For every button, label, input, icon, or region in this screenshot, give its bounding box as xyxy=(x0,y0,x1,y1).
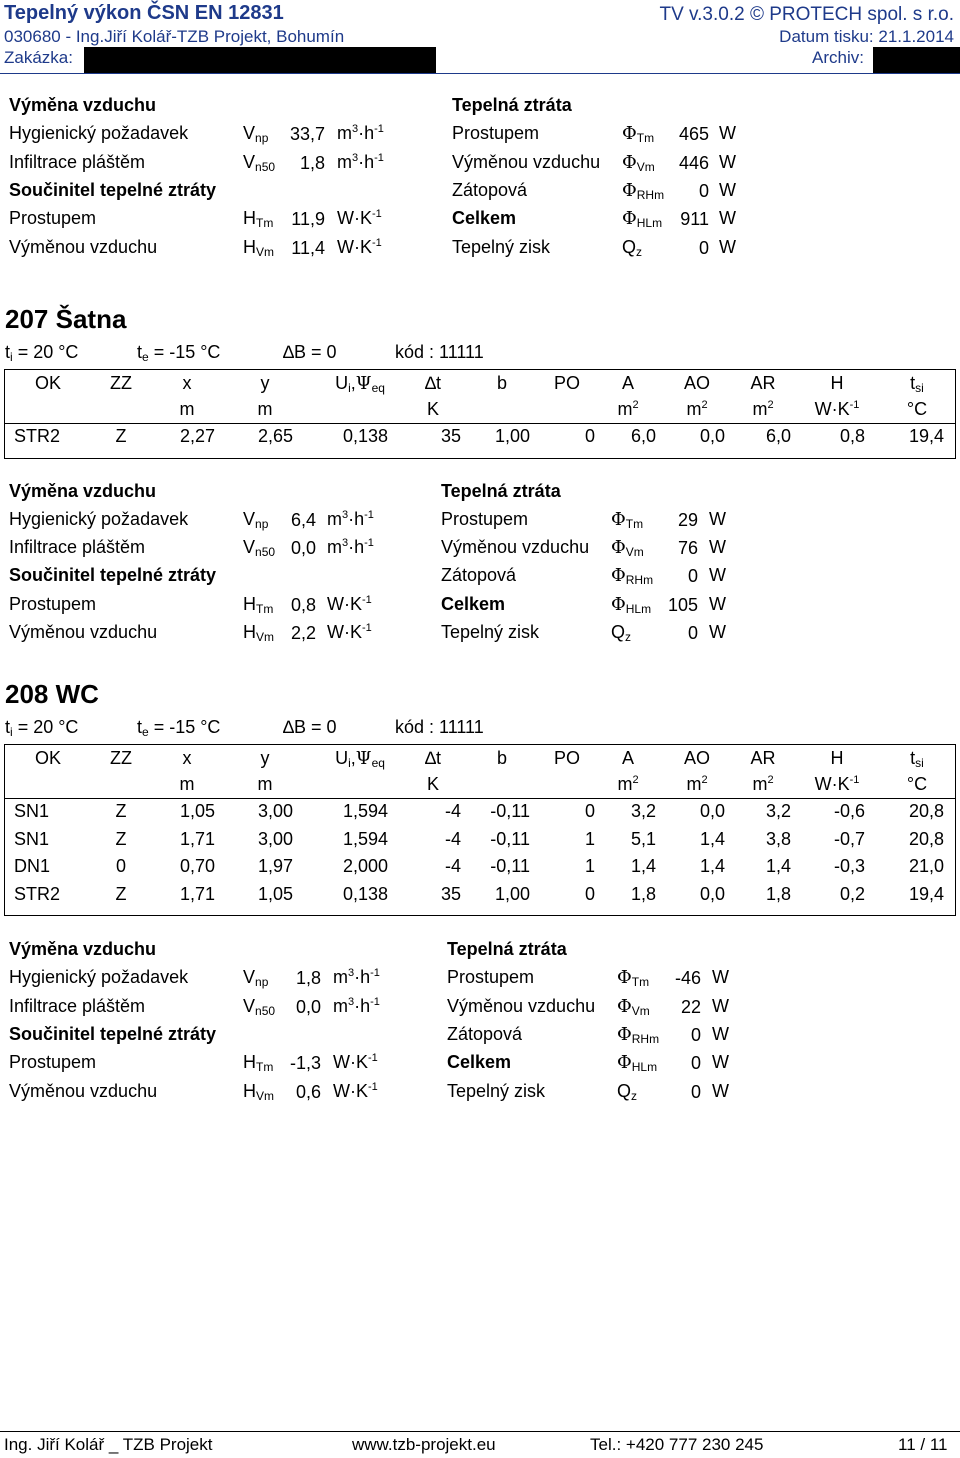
room208-col-11: H xyxy=(830,748,844,768)
hyg-value: 1,8 xyxy=(295,968,321,989)
room208-col-4: $U_i,\Psi_{eq}$ xyxy=(335,748,385,770)
htm-value: 0,8 xyxy=(290,594,316,615)
room207-row-0-cell-6: 1,00 xyxy=(494,426,530,446)
room208-col-10: AR xyxy=(750,748,776,768)
room207-unit-2: m xyxy=(179,399,195,419)
archiv-redacted xyxy=(873,47,960,73)
room208-table-top xyxy=(4,744,956,745)
qz-unit-w: W xyxy=(709,622,726,642)
vymena-heading: Výměna vzduchu xyxy=(9,480,157,501)
room208-row-3-cell-1: Z xyxy=(115,883,127,904)
qz-symbol: $Q_z$ xyxy=(611,622,632,644)
htm-symbol: $H_{Tm}$ xyxy=(243,1052,274,1075)
company-line: 030680 - Ing.Jiří Kolář-TZB Projekt, Bohumín xyxy=(4,27,345,46)
room207-te: $t_e = -15$ °C xyxy=(137,342,221,364)
phi-vm-unit-w: W xyxy=(719,151,736,172)
room207-col-11: H xyxy=(830,373,844,393)
qz-symbol: $Q_z$ xyxy=(617,1080,638,1103)
room208-row-2-cell-1: 0 xyxy=(115,856,126,876)
room208-row-0-cell-12: 20,8 xyxy=(908,801,944,821)
hyg-label: Hygienický požadavek xyxy=(9,123,189,144)
room207-col-7: PO xyxy=(553,373,580,393)
phi-tm-symbol: $\Phi_{Tm}$ xyxy=(611,508,644,531)
phi-hlm-unit-w: W xyxy=(712,1052,729,1073)
ztrata-heading: Tepelná ztráta xyxy=(447,939,567,959)
htm-label: Prostupem xyxy=(9,208,97,229)
room207-col-3: y xyxy=(260,373,270,393)
room207-title: 207 Šatna xyxy=(5,304,127,334)
hvm-symbol: $H_{Vm}$ xyxy=(243,622,274,644)
qz-symbol: $Q_z$ xyxy=(622,236,643,259)
room207-table-top xyxy=(4,369,956,370)
qz-value: 0 xyxy=(687,623,698,643)
room208-row-1-cell-6: -0,11 xyxy=(490,828,530,849)
phi-tm-symbol: $\Phi_{Tm}$ xyxy=(617,967,650,990)
room208-row-1-cell-12: 20,8 xyxy=(908,828,944,849)
phi-rhm-value: 0 xyxy=(698,180,709,201)
room208-table-bottom xyxy=(4,915,956,916)
room208-row-1-cell-2: 1,71 xyxy=(179,828,215,849)
room208-row-1-cell-4: 1,594 xyxy=(342,828,388,849)
htm-label: Prostupem xyxy=(9,1052,97,1073)
ztrata-heading: Tepelná ztráta xyxy=(452,95,572,115)
infil-value: 0,0 xyxy=(290,538,316,559)
room208-row-1-cell-8: 5,1 xyxy=(630,828,656,849)
phi-tm-unit-w: W xyxy=(712,967,729,988)
infil-symbol: $V_{n50}$ xyxy=(243,995,276,1018)
room208-row-1-cell-3: 3,00 xyxy=(257,828,293,849)
report-title: Tepelný výkon ČSN EN 12831 xyxy=(4,2,284,24)
phi-vm-unit-w: W xyxy=(712,995,729,1016)
phi-tm-label: Prostupem xyxy=(452,123,540,144)
room207-col-1: ZZ xyxy=(110,373,132,393)
infil-unit: $m^3\cdot h^{-1}$ xyxy=(333,995,380,1016)
room208-row-1-cell-9: 1,4 xyxy=(699,828,725,849)
hvm-label: Výměnou vzduchu xyxy=(9,622,158,642)
phi-rhm-value: 0 xyxy=(690,1024,701,1045)
footer-tel: Tel.: +420 777 230 245 xyxy=(590,1435,764,1454)
ztrata-heading: Tepelná ztráta xyxy=(441,480,561,501)
room208-row-0-cell-9: 0,0 xyxy=(699,801,725,821)
room208-row-0-cell-6: -0,11 xyxy=(490,801,530,821)
room208-unit-8: $m^2$ xyxy=(617,774,639,794)
software-version: TV v.3.0.2 © PROTECH spol. s r.o. xyxy=(659,4,954,25)
room208-table-left xyxy=(4,744,5,915)
room208-col-7: PO xyxy=(553,748,580,768)
room207-col-4: $U_i,\Psi_{eq}$ xyxy=(335,373,385,395)
phi-hlm-label: Celkem xyxy=(447,1052,512,1073)
room207-unit-9: $m^2$ xyxy=(686,399,708,419)
infil-label: Infiltrace pláštěm xyxy=(9,151,146,172)
infil-symbol: $V_{n50}$ xyxy=(243,537,276,560)
room208-row-3-cell-6: 1,00 xyxy=(494,883,530,904)
infil-value: 1,8 xyxy=(299,152,325,173)
room207-row-0-cell-4: 0,138 xyxy=(342,426,388,446)
qz-unit-w: W xyxy=(719,236,736,257)
room207-row-0-cell-0: STR2 xyxy=(14,426,61,446)
room208-row-0-cell-7: 0 xyxy=(584,801,595,821)
room208-col-5: ∆t xyxy=(424,748,441,768)
room207-row-0-cell-11: 0,8 xyxy=(839,426,865,446)
phi-rhm-symbol: $\Phi_{RHm}$ xyxy=(617,1023,660,1046)
room207-row-0-cell-9: 0,0 xyxy=(699,426,725,446)
hyg-unit: $m^3\cdot h^{-1}$ xyxy=(327,508,374,529)
room207-row-0-cell-10: 6,0 xyxy=(765,426,791,446)
zakazka-redacted xyxy=(84,47,436,73)
qz-label: Tepelný zisk xyxy=(441,622,540,642)
infil-symbol: $V_{n50}$ xyxy=(243,151,276,174)
room208-row-3-cell-7: 0 xyxy=(584,883,595,904)
room207-unit-8: $m^2$ xyxy=(617,399,639,419)
room208-te: $t_e = -15$ °C xyxy=(137,717,221,739)
room208-col-1: ZZ xyxy=(110,748,132,768)
phi-vm-label: Výměnou vzduchu xyxy=(452,151,601,172)
infil-unit: $m^3\cdot h^{-1}$ xyxy=(337,151,384,172)
htm-symbol: $H_{Tm}$ xyxy=(243,593,274,616)
phi-vm-unit-w: W xyxy=(709,537,726,558)
room208-row-0-cell-1: Z xyxy=(115,801,127,821)
room208-row-0-cell-8: 3,2 xyxy=(630,801,656,821)
room208-kod: kód : 11111 xyxy=(395,717,484,737)
room208-row-1-cell-7: 1 xyxy=(584,828,595,849)
room208-unit-9: $m^2$ xyxy=(686,774,708,794)
soucinitel-label: Součinitel tepelné ztráty xyxy=(9,1023,217,1044)
phi-vm-label: Výměnou vzduchu xyxy=(441,537,590,558)
room208-col-9: AO xyxy=(683,748,710,768)
room207-row-0-cell-8: 6,0 xyxy=(630,426,656,446)
room208-row-2-cell-9: 1,4 xyxy=(699,856,725,876)
qz-value: 0 xyxy=(690,1081,701,1102)
phi-rhm-unit-w: W xyxy=(719,179,736,200)
vymena-heading: Výměna vzduchu xyxy=(9,939,157,959)
htm-label: Prostupem xyxy=(9,593,97,614)
room208-row-1-cell-1: Z xyxy=(115,828,127,849)
room208-row-0-cell-11: -0,6 xyxy=(833,801,865,821)
phi-hlm-symbol: $\Phi_{HLm}$ xyxy=(617,1052,658,1075)
room207-unit-3: m xyxy=(257,399,273,419)
room207-col-5: ∆t xyxy=(424,373,441,393)
hvm-label: Výměnou vzduchu xyxy=(9,1080,158,1101)
footer-rule xyxy=(0,1431,960,1432)
footer-web: www.tzb-projekt.eu xyxy=(352,1435,496,1454)
zakazka-label: Zakázka: xyxy=(4,48,73,67)
phi-vm-value: 22 xyxy=(680,996,701,1017)
room208-row-2-cell-5: -4 xyxy=(444,856,461,876)
phi-tm-value: 29 xyxy=(677,509,698,530)
phi-tm-value: -46 xyxy=(674,968,701,989)
room208-row-2-cell-3: 1,97 xyxy=(257,856,293,876)
hvm-unit: $W\cdot K^{-1}$ xyxy=(327,622,372,642)
phi-vm-symbol: $\Phi_{Vm}$ xyxy=(611,537,644,560)
room208-row-0-cell-4: 1,594 xyxy=(342,801,388,821)
phi-rhm-label: Zátopová xyxy=(441,565,517,586)
phi-tm-label: Prostupem xyxy=(447,967,535,988)
phi-hlm-label: Celkem xyxy=(441,593,506,614)
room207-kod: kód : 11111 xyxy=(395,342,484,362)
phi-rhm-value: 0 xyxy=(687,566,698,587)
hyg-unit: $m^3\cdot h^{-1}$ xyxy=(333,967,380,988)
hvm-symbol: $H_{Vm}$ xyxy=(243,236,274,259)
room207-unit-12: °C xyxy=(906,399,928,419)
hyg-label: Hygienický požadavek xyxy=(9,967,189,988)
room208-row-0-cell-0: SN1 xyxy=(14,801,50,821)
hvm-symbol: $H_{Vm}$ xyxy=(243,1080,274,1103)
footer-author: Ing. Jiří Kolář _ TZB Projekt xyxy=(4,1435,213,1454)
phi-tm-unit-w: W xyxy=(719,123,736,144)
room208-col-2: x xyxy=(182,748,192,768)
infil-value: 0,0 xyxy=(295,996,321,1017)
room208-unit-11: $W\cdot K^{-1}$ xyxy=(814,774,860,794)
hyg-symbol: $V_{np}$ xyxy=(243,508,269,531)
infil-unit: $m^3\cdot h^{-1}$ xyxy=(327,537,374,558)
room207-row-0-cell-7: 0 xyxy=(584,426,595,446)
room208-row-3-cell-9: 0,0 xyxy=(699,883,725,904)
htm-value: -1,3 xyxy=(289,1053,321,1074)
room207-unit-11: $W\cdot K^{-1}$ xyxy=(814,399,860,419)
room208-unit-3: m xyxy=(257,774,273,794)
htm-unit: $W\cdot K^{-1}$ xyxy=(327,593,372,614)
room208-row-3-cell-2: 1,71 xyxy=(179,883,215,904)
infil-label: Infiltrace pláštěm xyxy=(9,995,146,1016)
soucinitel-label: Součinitel tepelné ztráty xyxy=(9,565,217,586)
room208-col-8: A xyxy=(621,748,634,768)
phi-hlm-unit-w: W xyxy=(719,208,736,229)
qz-label: Tepelný zisk xyxy=(447,1080,546,1101)
phi-hlm-value: 105 xyxy=(667,594,698,615)
room207-table-left xyxy=(4,369,5,458)
room208-row-2-cell-8: 1,4 xyxy=(630,856,656,876)
hyg-value: 33,7 xyxy=(289,124,325,145)
room208-row-2-cell-2: 0,70 xyxy=(179,856,215,876)
phi-rhm-symbol: $\Phi_{RHm}$ xyxy=(622,179,665,202)
htm-symbol: $H_{Tm}$ xyxy=(243,208,274,231)
room207-row-0-cell-5: 35 xyxy=(440,426,461,446)
room208-row-3-cell-12: 19,4 xyxy=(908,883,944,904)
phi-vm-value: 76 xyxy=(677,538,698,559)
room207-unit-5: K xyxy=(426,399,439,419)
htm-unit: $W\cdot K^{-1}$ xyxy=(333,1052,378,1073)
archiv-label: Archiv: xyxy=(812,48,864,67)
htm-value: 11,9 xyxy=(291,209,325,230)
room207-row-0-cell-1: Z xyxy=(115,426,127,446)
hyg-symbol: $V_{np}$ xyxy=(243,123,269,146)
room208-row-1-cell-11: -0,7 xyxy=(833,828,865,849)
hyg-symbol: $V_{np}$ xyxy=(243,967,269,990)
room208-unit-5: K xyxy=(426,774,439,794)
phi-vm-value: 446 xyxy=(678,152,709,173)
phi-hlm-label: Celkem xyxy=(452,208,517,229)
room208-row-3-cell-3: 1,05 xyxy=(257,883,293,904)
qz-unit-w: W xyxy=(712,1080,729,1101)
phi-tm-symbol: $\Phi_{Tm}$ xyxy=(622,123,655,146)
room207-row-0-cell-12: 19,4 xyxy=(908,426,944,446)
room207-col-2: x xyxy=(182,373,192,393)
print-date: Datum tisku: 21.1.2014 xyxy=(779,27,954,46)
room208-col-6: b xyxy=(496,748,507,768)
room208-row-3-cell-11: 0,2 xyxy=(839,883,865,904)
room208-col-0: OK xyxy=(34,748,61,768)
room208-title: 208 WC xyxy=(5,679,99,709)
room208-row-2-cell-0: DN1 xyxy=(14,856,51,876)
phi-tm-unit-w: W xyxy=(709,508,726,529)
phi-rhm-unit-w: W xyxy=(712,1023,729,1044)
room208-row-0-cell-3: 3,00 xyxy=(257,801,293,821)
room208-row-3-cell-4: 0,138 xyxy=(342,883,388,904)
room208-unit-10: $m^2$ xyxy=(752,774,774,794)
room208-col-12: $t_{si}$ xyxy=(910,748,924,770)
room208-row-3-cell-0: STR2 xyxy=(14,883,61,904)
room207-row-0-cell-2: 2,27 xyxy=(179,426,215,446)
room208-db: ∆B = 0 xyxy=(283,717,337,737)
phi-rhm-label: Zátopová xyxy=(447,1023,523,1044)
phi-vm-symbol: $\Phi_{Vm}$ xyxy=(617,995,650,1018)
phi-hlm-symbol: $\Phi_{HLm}$ xyxy=(622,208,663,231)
phi-hlm-value: 0 xyxy=(690,1053,701,1074)
room207-ti: $t_i = 20$ °C xyxy=(5,342,79,364)
phi-rhm-symbol: $\Phi_{RHm}$ xyxy=(611,565,654,588)
hvm-unit: $W\cdot K^{-1}$ xyxy=(333,1080,378,1101)
room208-row-1-cell-10: 3,8 xyxy=(765,828,791,849)
room207-row-0-cell-3: 2,65 xyxy=(257,426,293,446)
room208-row-2-cell-6: -0,11 xyxy=(490,856,530,876)
room208-row-1-cell-0: SN1 xyxy=(14,828,50,849)
room207-col-0: OK xyxy=(34,373,61,393)
hvm-unit: $W\cdot K^{-1}$ xyxy=(337,236,382,257)
room208-row-2-cell-7: 1 xyxy=(584,856,595,876)
room208-row-3-cell-10: 1,8 xyxy=(765,883,791,904)
room208-row-0-cell-2: 1,05 xyxy=(179,801,215,821)
room207-col-12: $t_{si}$ xyxy=(910,373,924,395)
room207-col-6: b xyxy=(496,373,507,393)
room207-table-bottom xyxy=(4,458,956,459)
phi-rhm-label: Zátopová xyxy=(452,179,528,200)
room208-row-3-cell-5: 35 xyxy=(440,883,461,904)
footer-page: 11 / 11 xyxy=(898,1435,948,1454)
hvm-value: 0,6 xyxy=(295,1081,321,1102)
vymena-heading: Výměna vzduchu xyxy=(9,95,157,115)
room208-row-2-cell-4: 2,000 xyxy=(342,856,388,876)
room208-row-2-cell-12: 21,0 xyxy=(908,856,944,876)
room207-col-10: AR xyxy=(750,373,776,393)
room207-col-9: AO xyxy=(683,373,710,393)
room208-row-2-cell-11: -0,3 xyxy=(833,856,865,876)
hvm-value: 11,4 xyxy=(291,237,325,258)
room207-col-8: A xyxy=(621,373,634,393)
room208-unit-12: °C xyxy=(906,774,928,794)
room208-row-0-cell-10: 3,2 xyxy=(765,801,791,821)
infil-label: Infiltrace pláštěm xyxy=(9,537,146,558)
qz-label: Tepelný zisk xyxy=(452,236,551,257)
room207-unit-10: $m^2$ xyxy=(752,399,774,419)
qz-value: 0 xyxy=(698,237,709,258)
phi-vm-symbol: $\Phi_{Vm}$ xyxy=(622,151,655,174)
phi-tm-value: 465 xyxy=(678,124,709,145)
soucinitel-label: Součinitel tepelné ztráty xyxy=(9,179,217,200)
room208-row-0-cell-5: -4 xyxy=(444,801,461,821)
phi-hlm-unit-w: W xyxy=(709,593,726,614)
phi-hlm-value: 911 xyxy=(680,209,709,230)
phi-rhm-unit-w: W xyxy=(709,565,726,586)
phi-hlm-symbol: $\Phi_{HLm}$ xyxy=(611,593,652,616)
room208-row-2-cell-10: 1,4 xyxy=(765,856,791,876)
room208-ti: $t_i = 20$ °C xyxy=(5,717,79,739)
room207-table-head-rule xyxy=(4,423,956,424)
htm-unit: $W\cdot K^{-1}$ xyxy=(337,208,382,229)
hyg-value: 6,4 xyxy=(290,509,316,530)
room207-db: ∆B = 0 xyxy=(283,342,337,362)
header-rule xyxy=(0,73,960,74)
phi-tm-label: Prostupem xyxy=(441,508,529,529)
hyg-unit: $m^3\cdot h^{-1}$ xyxy=(337,123,384,144)
room208-row-3-cell-8: 1,8 xyxy=(630,883,656,904)
hyg-label: Hygienický požadavek xyxy=(9,508,189,529)
room208-unit-2: m xyxy=(179,774,195,794)
room208-row-1-cell-5: -4 xyxy=(444,828,461,849)
room208-col-3: y xyxy=(260,748,270,768)
phi-vm-label: Výměnou vzduchu xyxy=(447,995,596,1016)
hvm-label: Výměnou vzduchu xyxy=(9,236,158,257)
room208-table-head-rule xyxy=(4,798,956,799)
hvm-value: 2,2 xyxy=(290,623,316,643)
